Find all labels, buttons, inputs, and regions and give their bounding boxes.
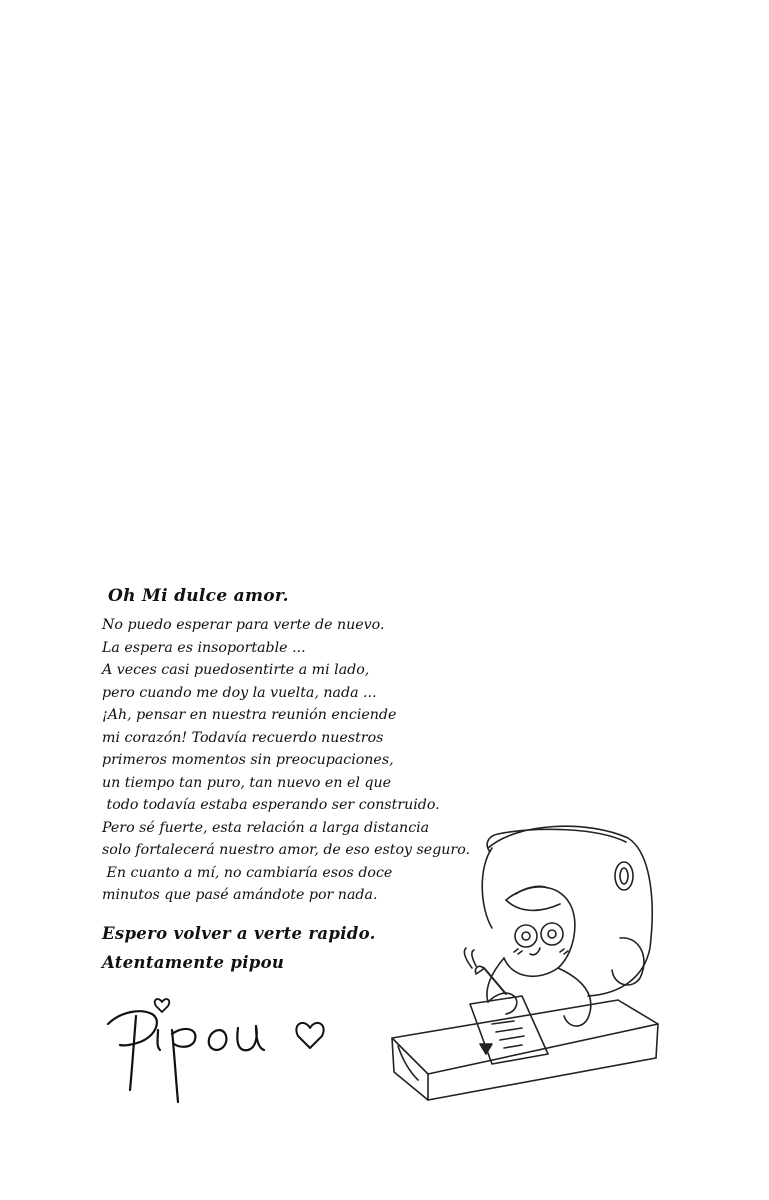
- chibi-character-writing-letter-illustration: [388, 818, 663, 1103]
- closing-line: Espero volver a verte rapido.: [102, 923, 376, 943]
- letter-line: En cuanto a mí, no cambiaría esos doce: [102, 864, 393, 881]
- letter-line: pero cuando me doy la vuelta, nada ...: [102, 684, 377, 701]
- letter-line: primeros momentos sin preocupaciones,: [102, 752, 394, 768]
- letter-line: No puedo esperar para verte de nuevo.: [102, 617, 385, 633]
- handwritten-signature: [100, 990, 340, 1110]
- letter-line: minutos que pasé amándote por nada.: [102, 887, 378, 903]
- letter-line: solo fortalecerá nuestro amor, de eso estoy seguro.: [102, 842, 470, 858]
- letter-line: La espera es insoportable ...: [102, 639, 306, 656]
- letter-line: A veces casi puedosentirte a mi lado,: [102, 662, 370, 678]
- letter-line: Pero sé fuerte, esta relación a larga distancia: [102, 819, 430, 836]
- letter-line: mi corazón! Todavía recuerdo nuestros: [102, 729, 384, 746]
- letter-line: todo todavía estaba esperando ser construido.: [102, 797, 440, 813]
- letter-line: un tiempo tan puro, tan nuevo en el que: [102, 774, 392, 791]
- closing-line: Atentamente pipou: [102, 952, 285, 972]
- letter-line: ¡Ah, pensar en nuestra reunión enciende: [102, 707, 397, 723]
- letter-greeting: Oh Mi dulce amor.: [108, 586, 289, 606]
